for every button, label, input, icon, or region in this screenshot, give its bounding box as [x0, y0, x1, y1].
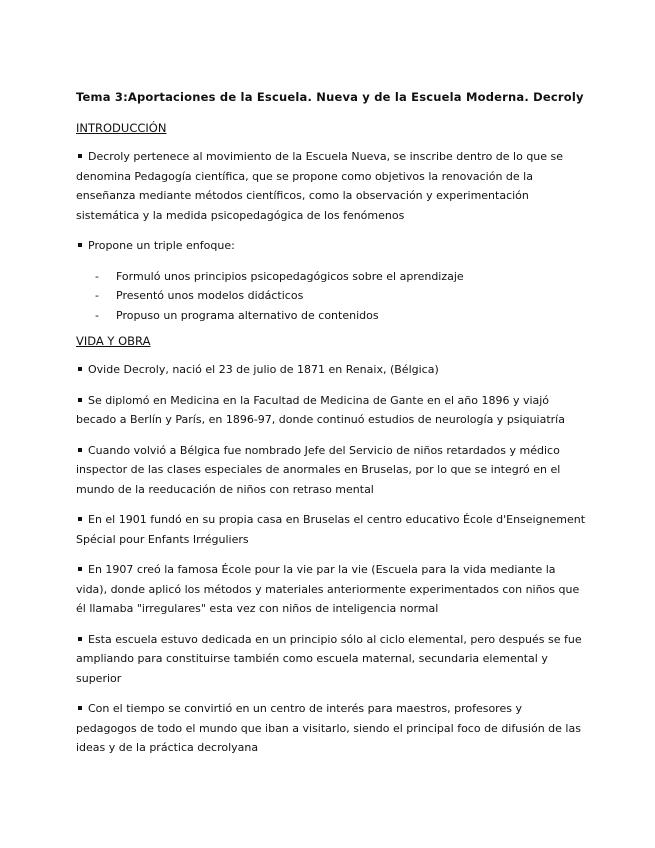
paragraph: Cuando volvió a Bélgica fue nombrado Jefe del Servicio de niños retardados y médico inspector de las clases especiales de anormales en Bruselas, por lo que se integró en el mundo de la reeducación de niños con retraso mental — [76, 443, 561, 496]
paragraph: En 1907 creó la famosa École pour la vie par la vie (Escuela para la vida mediante la vida), donde aplicó los métodos y materiales anteriormente experimentados con niños que él llamaba "irregulares" esta vez con niños de inteligencia normal — [76, 563, 580, 615]
list-item: - Propuso un programa alternativo de contenidos — [76, 306, 586, 326]
bullet-icon — [78, 517, 82, 521]
bullet-icon — [78, 567, 82, 571]
section-heading-introduccion: INTRODUCCIÓN — [76, 121, 167, 135]
paragraph: Ovide Decroly, nació el 23 de julio de 1871 en Renaix, (Bélgica) — [76, 360, 586, 380]
bullet-icon — [78, 243, 82, 247]
dash-icon: - — [95, 269, 99, 283]
bullet-icon — [78, 367, 82, 371]
dash-icon: - — [95, 289, 99, 302]
paragraph: Se diplomó en Medicina en la Facultad de Medicina de Gante en el año 1896 y viajó becado a Berlín y París, en 1896-97, donde continuó estudios de neurología y psiquiatría — [76, 393, 565, 426]
paragraph: Esta escuela estuvo dedicada en un principio sólo al ciclo elemental, pero después se fue ampliando para constituirse también como escuela maternal, secundaria elemental y superior — [76, 632, 582, 685]
paragraph: En el 1901 fundó en su propia casa en Bruselas el centro educativo École d'Enseignement Spécial pour Enfants Irréguliers — [76, 513, 586, 546]
document-page — [76, 90, 586, 769]
bullet-icon — [78, 448, 82, 452]
enfoque-list — [76, 267, 586, 326]
list-item: - Formuló unos principios psicopedagógicos sobre el aprendizaje — [76, 267, 586, 287]
bullet-icon — [78, 154, 82, 158]
bullet-icon — [78, 637, 82, 641]
list-item: - Presentó unos modelos didácticos — [76, 286, 586, 306]
dash-icon: - — [95, 308, 99, 322]
paragraph: Con el tiempo se convirtió en un centro de interés para maestros, profesores y pedagogos de todo el mundo que iban a visitarlo, siendo el principal foco de difusión de las ideas y de la práctica decrolyana — [76, 702, 581, 754]
page-title: Tema 3:Aportaciones de la Escuela. Nueva y de la Escuela Moderna. Decroly — [76, 90, 584, 104]
paragraph: Propone un triple enfoque: — [76, 236, 586, 256]
bullet-icon — [78, 706, 82, 710]
paragraph: Decroly pertenece al movimiento de la Escuela Nueva, se inscribe dentro de lo que se denomina Pedagogía científica, que se propone como objetivos la renovación de la enseñanza mediante métodos científicos, como la observación y experimentación sistemática y la medida psicopedagógica de los fenómenos — [76, 150, 564, 222]
bullet-icon — [78, 398, 82, 402]
section-heading-vida-y-obra: VIDA Y OBRA — [76, 334, 151, 348]
